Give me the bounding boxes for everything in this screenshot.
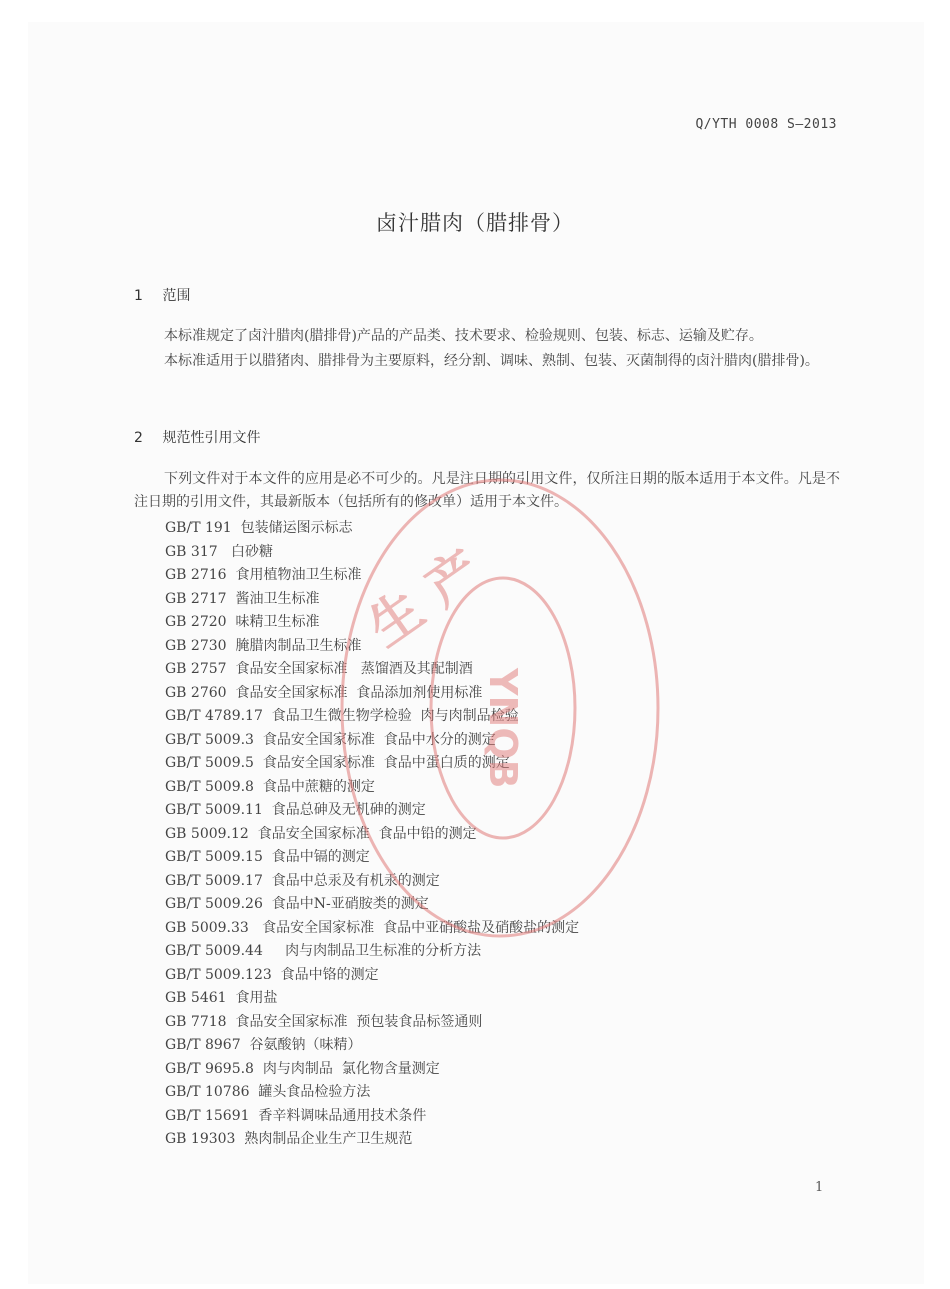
reference-item: GB/T 5009.15 食品中镉的测定 [165,849,370,865]
section-1-paragraph-2: 本标准适用于以腊猪肉、腊排骨为主要原料，经分割、调味、熟制、包装、灭菌制得的卤汁腊肉(腊排骨)。 [164,353,819,369]
section-1-title: 范围 [162,288,191,304]
section-2-number: 2 [134,430,143,446]
reference-item: GB/T 10786 罐头食品检验方法 [165,1084,371,1100]
reference-item: GB/T 5009.26 食品中N-亚硝胺类的测定 [165,896,429,912]
reference-item: GB/T 191 包装储运图示标志 [165,520,353,536]
reference-item: GB 5461 食用盐 [165,990,278,1006]
section-2-paragraph-1: 下列文件对于本文件的应用是必不可少的。凡是注日期的引用文件，仅所注日期的版本适用于本文件。凡是不注日期的引用文件，其最新版本（包括所有的修改单）适用于本文件。 [134,471,840,510]
reference-item: GB 2730 腌腊肉制品卫生标准 [165,637,362,654]
reference-item: GB 7718 食品安全国家标准 预包装食品标签通则 [165,1013,483,1030]
page-number: 1 [815,1180,824,1195]
section-2-title: 规范性引用文件 [162,430,261,446]
seal-outer-text: 生 产 [358,539,493,659]
reference-item: GB 5009.12 食品安全国家标准 食品中铅的测定 [165,825,477,842]
seal-inner-text: YNQB [481,668,525,789]
document-title: 卤汁腊肉（腊排骨） [376,211,574,235]
section-2-heading [134,427,260,447]
reference-item: GB 5009.33 食品安全国家标准 食品中亚硝酸盐及硝酸盐的测定 [165,919,580,936]
reference-item: GB/T 9695.8 肉与肉制品 氯化物含量测定 [165,1060,440,1077]
reference-item: GB 2757 食品安全国家标准 蒸馏酒及其配制酒 [165,661,473,677]
reference-item: GB 2716 食用植物油卫生标准 [165,567,362,583]
section-1-heading [134,285,190,305]
reference-item: GB/T 5009.11 食品总砷及无机砷的测定 [165,802,426,818]
section-1-paragraph-1: 本标准规定了卤汁腊肉(腊排骨)产品的产品类、技术要求、检验规则、包装、标志、运输及贮存。 [164,328,763,344]
reference-item: GB/T 5009.8 食品中蔗糖的测定 [165,778,375,795]
reference-item: GB/T 5009.5 食品安全国家标准 食品中蛋白质的测定 [165,755,510,771]
reference-item: GB/T 5009.3 食品安全国家标准 食品中水分的测定 [165,731,496,748]
reference-item: GB/T 4789.17 食品卫生微生物学检验 肉与肉制品检验 [165,708,519,724]
reference-item: GB/T 8967 谷氨酸钠（味精） [165,1037,362,1053]
reference-item: GB/T 5009.123 食品中铬的测定 [165,966,379,983]
section-1-number: 1 [134,288,143,304]
reference-list [165,517,579,1152]
reference-item: GB/T 5009.17 食品中总汞及有机汞的测定 [165,872,440,889]
reference-item: GB 317 白砂糖 [165,543,273,560]
reference-item: GB 19303 熟肉制品企业生产卫生规范 [165,1131,413,1147]
reference-item: GB 2717 酱油卫生标准 [165,590,320,607]
reference-item: GB 2720 味精卫生标准 [165,614,320,630]
reference-item: GB/T 15691 香辛料调味品通用技术条件 [165,1107,427,1124]
reference-item: GB/T 5009.44 肉与肉制品卫生标准的分析方法 [165,943,482,959]
reference-item: GB 2760 食品安全国家标准 食品添加剂使用标准 [165,684,483,701]
standard-code: Q/YTH 0008 S—2013 [695,117,837,132]
